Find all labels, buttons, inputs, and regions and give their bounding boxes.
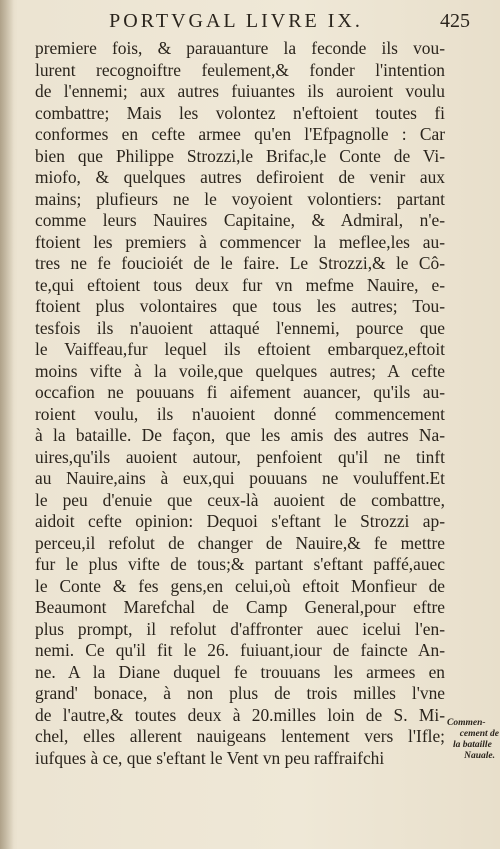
text-line: lurent recognoiftre feulement,& fonder l'intention <box>35 59 445 80</box>
text-line: occafion ne pouuans fi aifement auancer, qu'ils au- <box>35 382 445 402</box>
text-line: le Vaiffeau,fur lequel ils eftoient embarquez,eftoit <box>35 339 445 359</box>
text-line: au Nauire,ains à eux,qui pouuans ne vouluffent.Et <box>35 468 445 488</box>
margin-note-line: la bataille <box>453 740 492 750</box>
text-line: combattre; Mais les volontez n'eftoient toutes fi <box>35 102 445 123</box>
gutter-shadow <box>0 0 14 849</box>
text-line: te,qui eftoient tous deux fur vn mefme Nauire, e- <box>35 274 445 295</box>
text-line: perceu,il refolut de changer de Nauire,& fe mettre <box>35 532 445 553</box>
page-header <box>0 10 500 40</box>
text-line: miofo, & quelques autres defiroient de venir aux <box>35 167 445 187</box>
text-line: ne. A la Diane duquel fe trouuans les armees en <box>35 661 445 682</box>
text-line: uires,qu'ils auoient autour, penfoient qu'il ne tinft <box>35 446 445 467</box>
text-line: ftoient les premiers à commencer la meflee,les au- <box>35 231 445 252</box>
body-text <box>35 38 445 769</box>
margin-note-line: cement de <box>459 729 499 739</box>
margin-note <box>447 718 499 762</box>
text-line: de l'ennemi; aux autres fuiuantes ils auroient voulu <box>35 81 445 101</box>
text-line: grand' bonace, à non plus de trois milles l'vne <box>35 683 445 703</box>
text-line: conformes en cefte armee qu'en l'Efpagnolle : Car <box>35 124 445 144</box>
text-line: moins vifte à la voile,que quelques autres; A cefte <box>35 360 445 381</box>
text-line: chel, elles allerent nauigeans lentement vers l'Ifle; <box>35 726 445 746</box>
text-line: tres ne fe foucioiét de le faire. Le Strozzi,& le Cô- <box>35 253 445 273</box>
page-number: 425 <box>440 10 470 32</box>
margin-note-line: Commen- <box>447 718 486 728</box>
running-title: PORTVGAL LIVRE IX. <box>109 10 363 32</box>
text-line: premiere fois, & parauanture la feconde ils vou- <box>35 38 445 58</box>
text-line: à la bataille. De façon, que les amis des autres Na- <box>35 425 445 445</box>
text-line: Beaumont Marefchal de Camp General,pour eftre <box>35 597 445 617</box>
text-line: de l'autre,& toutes deux à 20.milles loin de S. Mi- <box>35 704 445 725</box>
text-line: roient voulu, ils n'auoient donné commencement <box>35 403 445 424</box>
text-line: bien que Philippe Strozzi,le Brifac,le Conte de Vi- <box>35 145 445 166</box>
text-line: iufques à ce, que s'eftant le Vent vn peu raffraifchi <box>35 747 385 768</box>
text-line: ftoient plus volontaires que tous les autres; Tou- <box>35 296 445 316</box>
text-line: le Conte & fes gens,en celui,où eftoit Monfieur de <box>35 575 445 596</box>
text-line: plus prompt, il refolut d'affronter auec icelui l'en- <box>35 618 445 639</box>
margin-note-line: Nauale. <box>464 751 495 761</box>
text-line: nemi. Ce qu'il fit le 26. fuiuant,iour de faincte An- <box>35 640 445 660</box>
text-line: mains; plufieurs ne le voyoient volontiers: partant <box>35 188 445 209</box>
text-line: tesfois ils n'auoient attaqué l'ennemi, pource que <box>35 317 445 338</box>
text-line: comme leurs Nauires Capitaine, & Admiral, n'e- <box>35 210 445 230</box>
text-line: le peu d'enuie que ceux-là auoient de combattre, <box>35 489 445 510</box>
text-line: fur le plus vifte de tous;& partant s'eftant paffé,auec <box>35 554 445 574</box>
text-line: aidoit cefte opinion: Dequoi s'eftant le Strozzi ap- <box>35 511 445 531</box>
